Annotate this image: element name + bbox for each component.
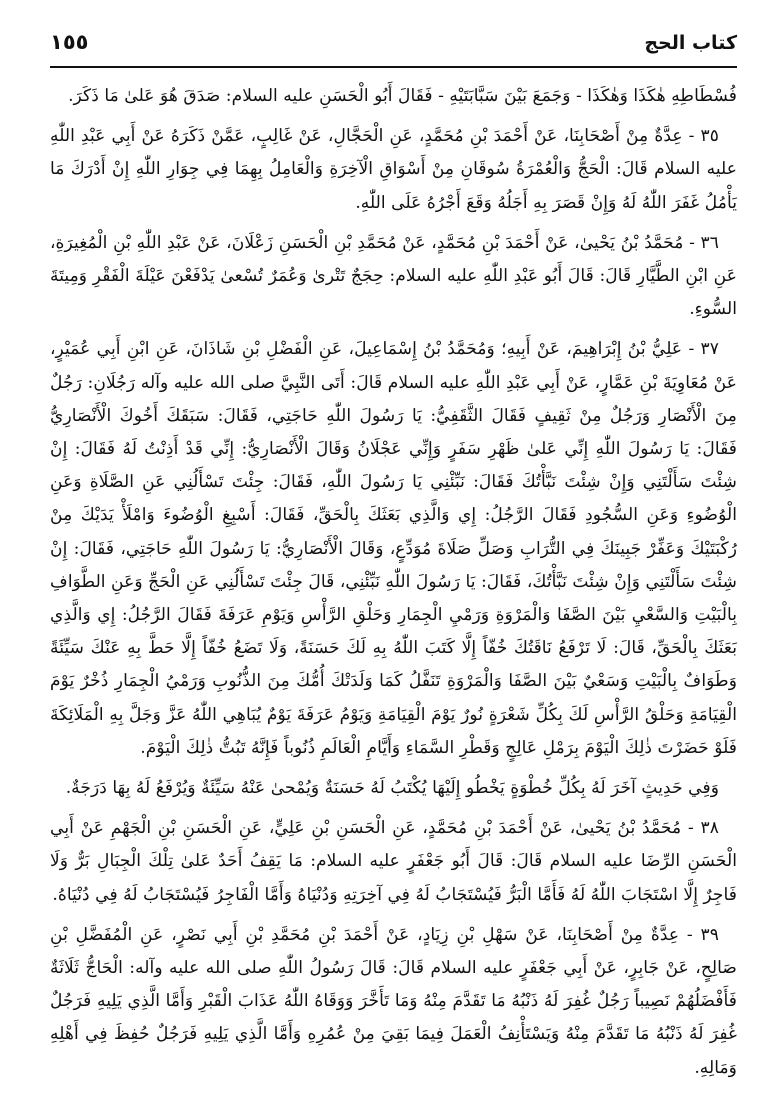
book-title: كتاب الحج (644, 32, 737, 54)
hadith-35: ٣٥ - عِدَّةٌ مِنْ أَصْحَابِنَا، عَنْ أَحْمَدَ بْنِ مُحَمَّدٍ، عَنِ الْحَجَّالِ، عَنْ غَالِبٍ، عَمَّنْ ذَكَرَهُ عَنْ أَبِي عَبْدِ اللّٰهِ عليه السلام قَالَ: الْحَجُّ وَالْعُمْرَةُ سُوقَانِ مِنْ أَسْوَاقِ الْآخِرَةِ وَالْعَامِلُ بِهِمَا فِي جِوَارِ اللّٰهِ إِنْ أَدْرَكَ مَا يَأْمُلُ غَفَرَ اللّٰهُ لَهُ وَإِنْ قَصَرَ بِهِ أَجَلُهُ وَقَعَ أَجْرُهُ عَلَى اللّٰهِ. (50, 126, 737, 213)
header-rule (50, 66, 737, 68)
hadith-36: ٣٦ - مُحَمَّدُ بْنُ يَحْيىٰ، عَنْ أَحْمَدَ بْنِ مُحَمَّدٍ، عَنْ مُحَمَّدِ بْنِ الْحَسَنِ زَعْلَانَ، عَنْ عَبْدِ اللّٰهِ بْنِ الْمُغِيرَةِ، عَنِ ابْنِ الطَّيَّارِ قَالَ: قَالَ أَبُو عَبْدِ اللّٰهِ عليه السلام: حِجَجٌ تَتْرىٰ وَعُمَرٌ تُسْعىٰ يَدْفَعْنَ عَيْلَةَ الْفَقْرِ وَمِيتَةَ السُّوءِ. (50, 232, 737, 320)
page-number: ١٥٥ (50, 30, 89, 54)
page-header (50, 30, 737, 64)
page-body (50, 80, 737, 1085)
hadith-37: ٣٧ - عَلِيُّ بْنُ إِبْرَاهِيمَ، عَنْ أَبِيهِ؛ وَمُحَمَّدُ بْنُ إِسْمَاعِيلَ، عَنِ الْفَضْلِ بْنِ شَاذَانَ، عَنِ ابْنِ أَبِي عُمَيْرٍ، عَنْ مُعَاوِيَةَ بْنِ عَمَّارٍ، عَنْ أَبِي عَبْدِ اللّٰهِ عليه السلام قَالَ: أَتَى النَّبِيَّ صلى الله عليه وآله رَجُلَانِ: رَجُلٌ مِنَ الْأَنْصَارِ وَرَجُلٌ مِنْ ثَقِيفٍ فَقَالَ الثَّقَفِيُّ: يَا رَسُولَ اللّٰهِ حَاجَتِي، فَقَالَ: سَبَقَكَ أَخُوكَ الْأَنْصَارِيُّ فَقَالَ: يَا رَسُولَ اللّٰهِ إِنِّي عَلىٰ ظَهْرِ سَفَرٍ وَإِنِّي عَجْلَانُ وَقَالَ الْأَنْصَارِيُّ: إِنِّي قَدْ أَذِنْتُ لَهُ فَقَالَ: إِنْ شِئْتَ سَأَلْتَنِي وَإِنْ شِئْتَ نَبَّأْتُكَ فَقَالَ: نَبِّئْنِي يَا رَسُولَ اللّٰهِ، فَقَالَ: جِئْتَ تَسْأَلُنِي عَنِ الصَّلَاةِ وَعَنِ الْوُضُوءِ وَعَنِ السُّجُودِ فَقَالَ الرَّجُلُ: إِي وَالَّذِي بَعَثَكَ بِالْحَقِّ، فَقَالَ: أَسْبِغِ الْوُضُوءَ وَامْلَأْ يَدَيْكَ مِنْ رُكْبَتَيْكَ وَعَفِّرْ جَبِينَكَ فِي التُّرَابِ وَصَلِّ صَلَاةَ مُوَدِّعٍ، وَقَالَ الْأَنْصَارِيُّ: يَا رَسُولَ اللّٰهِ حَاجَتِي، فَقَالَ: إِنْ شِئْتَ سَأَلْتَنِي وَإِنْ شِئْتَ نَبَّأْتُكَ، فَقَالَ: يَا رَسُولَ اللّٰهِ نَبِّئْنِي، قَالَ جِئْتَ تَسْأَلُنِي عَنِ الْحَجِّ وَعَنِ الطَّوَافِ بِالْبَيْتِ وَالسَّعْيِ بَيْنَ الصَّفَا وَالْمَرْوَةِ وَرَمْيِ الْجِمَارِ وَحَلْقِ الرَّأْسِ وَيَوْمِ عَرَفَةَ فَقَالَ الرَّجُلُ: إِي وَالَّذِي بَعَثَكَ بِالْحَقِّ، قَالَ: لَا تَرْفَعُ نَاقَتُكَ خُفّاً إِلَّا كَتَبَ اللّٰهُ بِهِ لَكَ حَسَنَةً، وَلَا تَضَعُ خُفّاً إِلَّا حَطَّ بِهِ عَنْكَ سَيِّئَةً وَطَوَافٌ بِالْبَيْتِ وَسَعْيٌ بَيْنَ الصَّفَا وَالْمَرْوَةِ تَنَفَّلُ كَمَا وَلَدَتْكَ أُمُّكَ مِنَ الذُّنُوبِ وَرَمْيُ الْجِمَارِ ذُخْرٌ يَوْمَ الْقِيَامَةِ وَحَلْقُ الرَّأْسِ لَكَ بِكُلِّ شَعْرَةٍ نُورٌ يَوْمَ الْقِيَامَةِ وَيَوْمُ عَرَفَةَ يَوْمٌ يُبَاهِي اللّٰهُ عَزَّ وَجَلَّ بِهِ الْمَلَائِكَةَ فَلَوْ حَضَرْتَ ذٰلِكَ الْيَوْمَ بِرَمْلِ عَالِجٍ وَقَطْرِ السَّمَاءِ وَأَيَّامِ الْعَالَمِ ذُنُوباً فَإِنَّهُ تَبُتُّ ذٰلِكَ الْيَوْمَ. (50, 339, 737, 758)
hadith-38: ٣٨ - مُحَمَّدُ بْنُ يَحْيىٰ، عَنْ أَحْمَدَ بْنِ مُحَمَّدٍ، عَنِ الْحَسَنِ بْنِ عَلِيٍّ، عَنِ الْحَسَنِ بْنِ الْجَهْمِ عَنْ أَبِي الْحَسَنِ الرِّضَا عليه السلام قَالَ: قَالَ أَبُو جَعْفَرٍ عليه السلام: مَا يَقِفُ أَحَدٌ عَلىٰ تِلْكَ الْجِبَالِ بَرٌّ وَلَا فَاجِرٌ إِلَّا اسْتَجَابَ اللّٰهُ لَهُ فَأَمَّا الْبَرُّ فَيُسْتَجَابُ لَهُ فِي آخِرَتِهِ وَدُنْيَاهُ وَأَمَّا الْفَاجِرُ فَيُسْتَجَابُ لَهُ فِي دُنْيَاهُ. (50, 818, 737, 905)
hadith-39: ٣٩ - عِدَّةٌ مِنْ أَصْحَابِنَا، عَنْ سَهْلِ بْنِ زِيَادٍ، عَنْ أَحْمَدَ بْنِ مُحَمَّدِ بْنِ أَبِي نَصْرٍ، عَنِ الْمُفَضَّلِ بْنِ صَالِحٍ، عَنْ جَابِرٍ، عَنْ أَبِي جَعْفَرٍ عليه السلام قَالَ: قَالَ رَسُولُ اللّٰهِ صلى الله عليه وآله: الْحَاجُّ ثَلَاثَةٌ فَأَفْضَلُهُمْ نَصِيباً رَجُلٌ غُفِرَ لَهُ ذَنْبُهُ مَا تَقَدَّمَ مِنْهُ وَمَا تَأَخَّرَ وَوَقَاهُ اللّٰهُ عَذَابَ الْقَبْرِ وَأَمَّا الَّذِي يَلِيهِ فَرَجُلٌ غُفِرَ لَهُ ذَنْبُهُ مَا تَقَدَّمَ مِنْهُ وَيَسْتَأْنِفُ الْعَمَلَ فِيمَا بَقِيَ مِنْ عُمُرِهِ وَأَمَّا الَّذِي يَلِيهِ فَرَجُلٌ حُفِظَ فِي أَهْلِهِ وَمَالِهِ. (50, 924, 737, 1078)
paragraph-continuation: فُسْطَاطِهِ هٰكَذَا وَهٰكَذَا - وَجَمَعَ بَيْنَ سَبَّابَتَيْهِ - فَقَالَ أَبُو الْحَسَنِ عليه السلام: صَدَقَ هُوَ عَلىٰ مَا ذَكَرَ. (68, 86, 737, 106)
hadith-37-addendum: وَفِي حَدِيثٍ آخَرَ لَهُ بِكُلِّ خُطْوَةٍ يَخْطُو إِلَيْهَا يُكْتَبُ لَهُ حَسَنَةٌ وَيُمْحىٰ عَنْهُ سَيِّئَةٌ وَيُرْفَعُ لَهُ بِهَا دَرَجَةٌ. (65, 778, 719, 799)
